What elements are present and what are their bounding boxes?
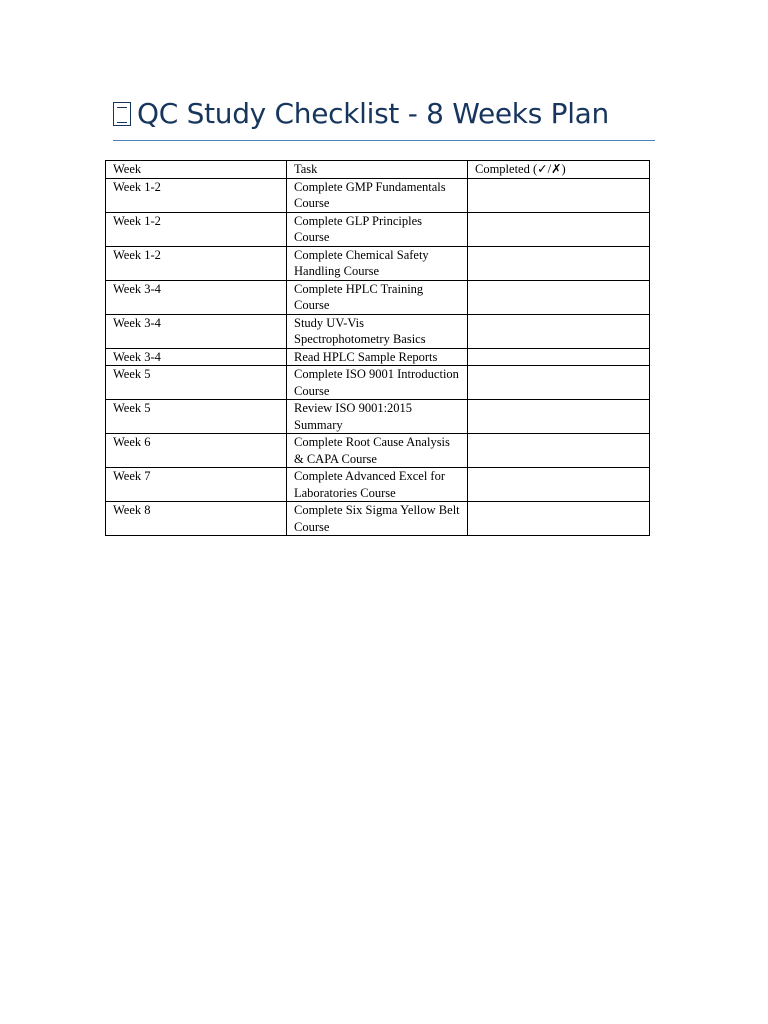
header-week: Week: [106, 161, 287, 179]
cell-task: Complete GMP Fundamentals Course: [287, 178, 468, 212]
cell-completed[interactable]: [468, 280, 650, 314]
cell-completed[interactable]: [468, 366, 650, 400]
table-row: [106, 366, 650, 400]
cell-completed[interactable]: [468, 348, 650, 366]
cell-completed[interactable]: [468, 246, 650, 280]
cell-week: Week 3-4: [106, 348, 287, 366]
table-row: [106, 246, 650, 280]
table-row: [106, 468, 650, 502]
cell-completed[interactable]: [468, 468, 650, 502]
cell-task: Complete GLP Principles Course: [287, 212, 468, 246]
cell-week: Week 8: [106, 502, 287, 536]
page-title: [113, 96, 655, 132]
cell-week: Week 3-4: [106, 280, 287, 314]
cell-week: Week 3-4: [106, 314, 287, 348]
document-icon: [113, 102, 131, 126]
cell-task: Complete Advanced Excel for Laboratories Course: [287, 468, 468, 502]
cell-week: Week 1-2: [106, 212, 287, 246]
table-row: [106, 314, 650, 348]
cell-task: Complete Root Cause Analysis & CAPA Course: [287, 434, 468, 468]
title-block: [113, 96, 655, 141]
cell-week: Week 1-2: [106, 178, 287, 212]
page-title-text: QC Study Checklist - 8 Weeks Plan: [137, 97, 609, 130]
cell-completed[interactable]: [468, 502, 650, 536]
cell-week: Week 7: [106, 468, 287, 502]
cell-completed[interactable]: [468, 434, 650, 468]
header-task: Task: [287, 161, 468, 179]
cell-task: Complete Chemical Safety Handling Course: [287, 246, 468, 280]
table-row: [106, 400, 650, 434]
table-row: [106, 434, 650, 468]
cell-completed[interactable]: [468, 400, 650, 434]
table-row: [106, 212, 650, 246]
cell-task: Complete HPLC Training Course: [287, 280, 468, 314]
table-header-row: [106, 161, 650, 179]
cell-week: Week 1-2: [106, 246, 287, 280]
table-row: [106, 502, 650, 536]
cell-week: Week 5: [106, 366, 287, 400]
table-row: [106, 280, 650, 314]
table-row: [106, 348, 650, 366]
cell-task: Complete ISO 9001 Introduction Course: [287, 366, 468, 400]
cell-task: Complete Six Sigma Yellow Belt Course: [287, 502, 468, 536]
cell-completed[interactable]: [468, 178, 650, 212]
header-completed: Completed (✓/✗): [468, 161, 650, 179]
cell-task: Read HPLC Sample Reports: [287, 348, 468, 366]
cell-completed[interactable]: [468, 314, 650, 348]
table-row: [106, 178, 650, 212]
cell-week: Week 6: [106, 434, 287, 468]
cell-week: Week 5: [106, 400, 287, 434]
cell-task: Review ISO 9001:2015 Summary: [287, 400, 468, 434]
cell-completed[interactable]: [468, 212, 650, 246]
checklist-table: [105, 160, 650, 536]
cell-task: Study UV-Vis Spectrophotometry Basics: [287, 314, 468, 348]
